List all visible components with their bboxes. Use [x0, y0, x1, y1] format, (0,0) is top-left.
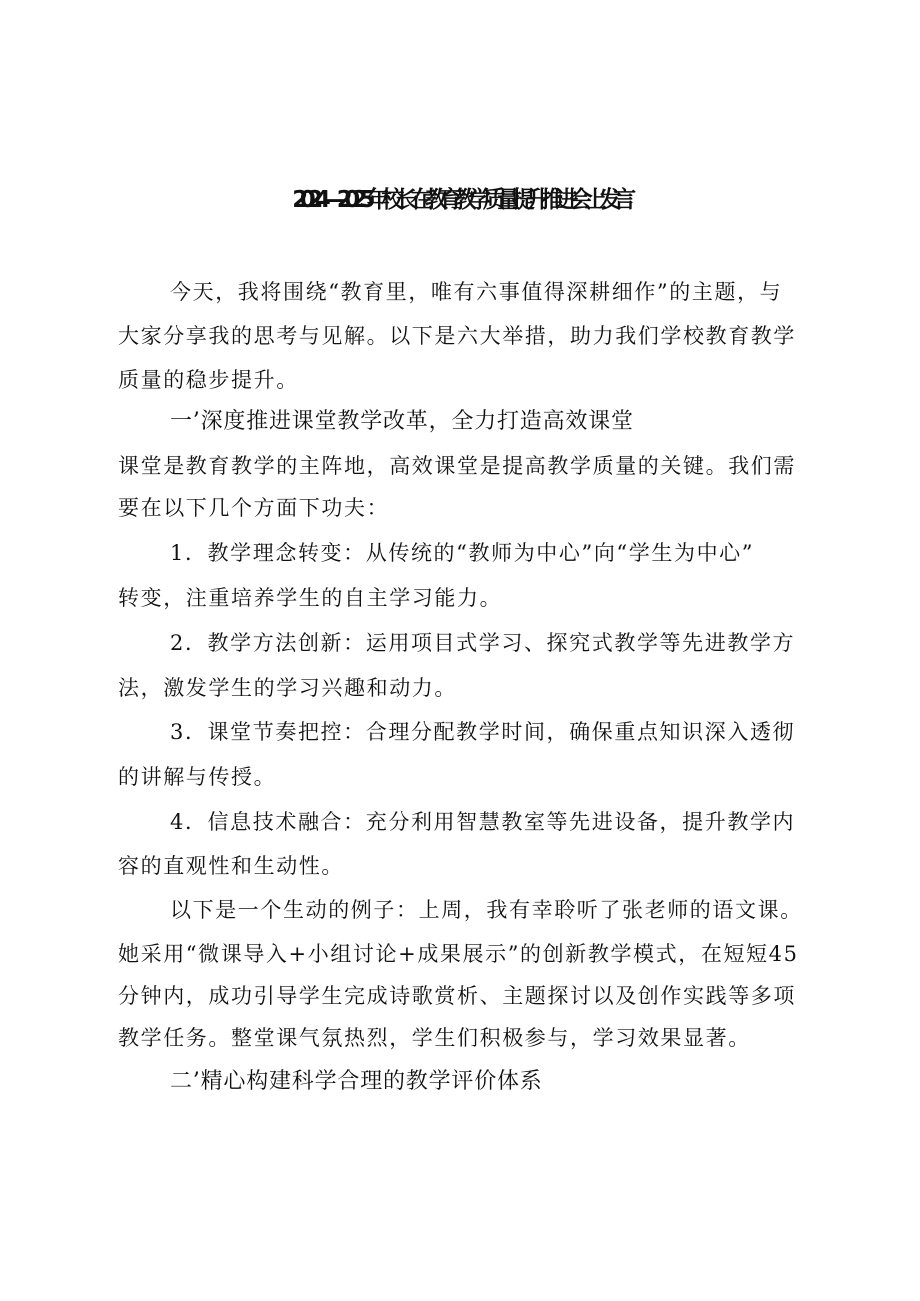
item-4-line-2: 容的直观性和生动性。: [118, 854, 344, 878]
document-title: 2024—2025年校长在教育教学质量提升推进会上发言: [292, 187, 628, 213]
section-2-heading: 二’精心构建科学合理的教学评价体系: [170, 1069, 543, 1094]
item-1-line-1: 1．教学理念转变：从传统的“教师为中心”向“学生为中心”: [170, 541, 755, 565]
item-3-line-2: 的讲解与传授。: [118, 765, 277, 789]
item-1-line-2: 转变，注重培养学生的自主学习能力。: [118, 586, 503, 610]
section-1-heading: 一’深度推进课堂教学改革，全力打造高效课堂: [170, 409, 634, 434]
example-line-1: 以下是一个生动的例子：上周，我有幸聆听了张老师的语文课。: [170, 898, 803, 922]
intro-line-3: 质量的稳步提升。: [118, 368, 299, 392]
example-line-2: 她采用“微课导入+小组讨论+成果展示”的创新教学模式，在短短45: [118, 942, 799, 966]
example-line-4: 教学任务。整堂课气氛热烈，学生们积极参与，学习效果显著。: [118, 1026, 751, 1050]
section-1-para-line-1: 课堂是教育教学的主阵地，高效课堂是提高教学质量的关键。我们需: [118, 454, 796, 478]
intro-line-1: 今天，我将围绕“教育里，唯有六事值得深耕细作”的主题，与: [170, 280, 783, 304]
item-4-line-1: 4．信息技术融合：充分利用智慧教室等先进设备，提升教学内: [170, 810, 796, 834]
example-line-3: 分钟内，成功引导学生完成诗歌赏析、主题探讨以及创作实践等多项: [118, 984, 796, 1008]
item-2-line-2: 法，激发学生的学习兴趣和动力。: [118, 676, 457, 700]
item-2-line-1: 2．教学方法创新：运用项目式学习、探究式教学等先进教学方: [170, 631, 796, 655]
intro-line-2: 大家分享我的思考与见解。以下是六大举措，助力我们学校教育教学: [118, 324, 796, 348]
item-3-line-1: 3．课堂节奏把控：合理分配教学时间，确保重点知识深入透彻: [170, 720, 796, 744]
section-1-para-line-2: 要在以下几个方面下功夫：: [118, 496, 390, 520]
